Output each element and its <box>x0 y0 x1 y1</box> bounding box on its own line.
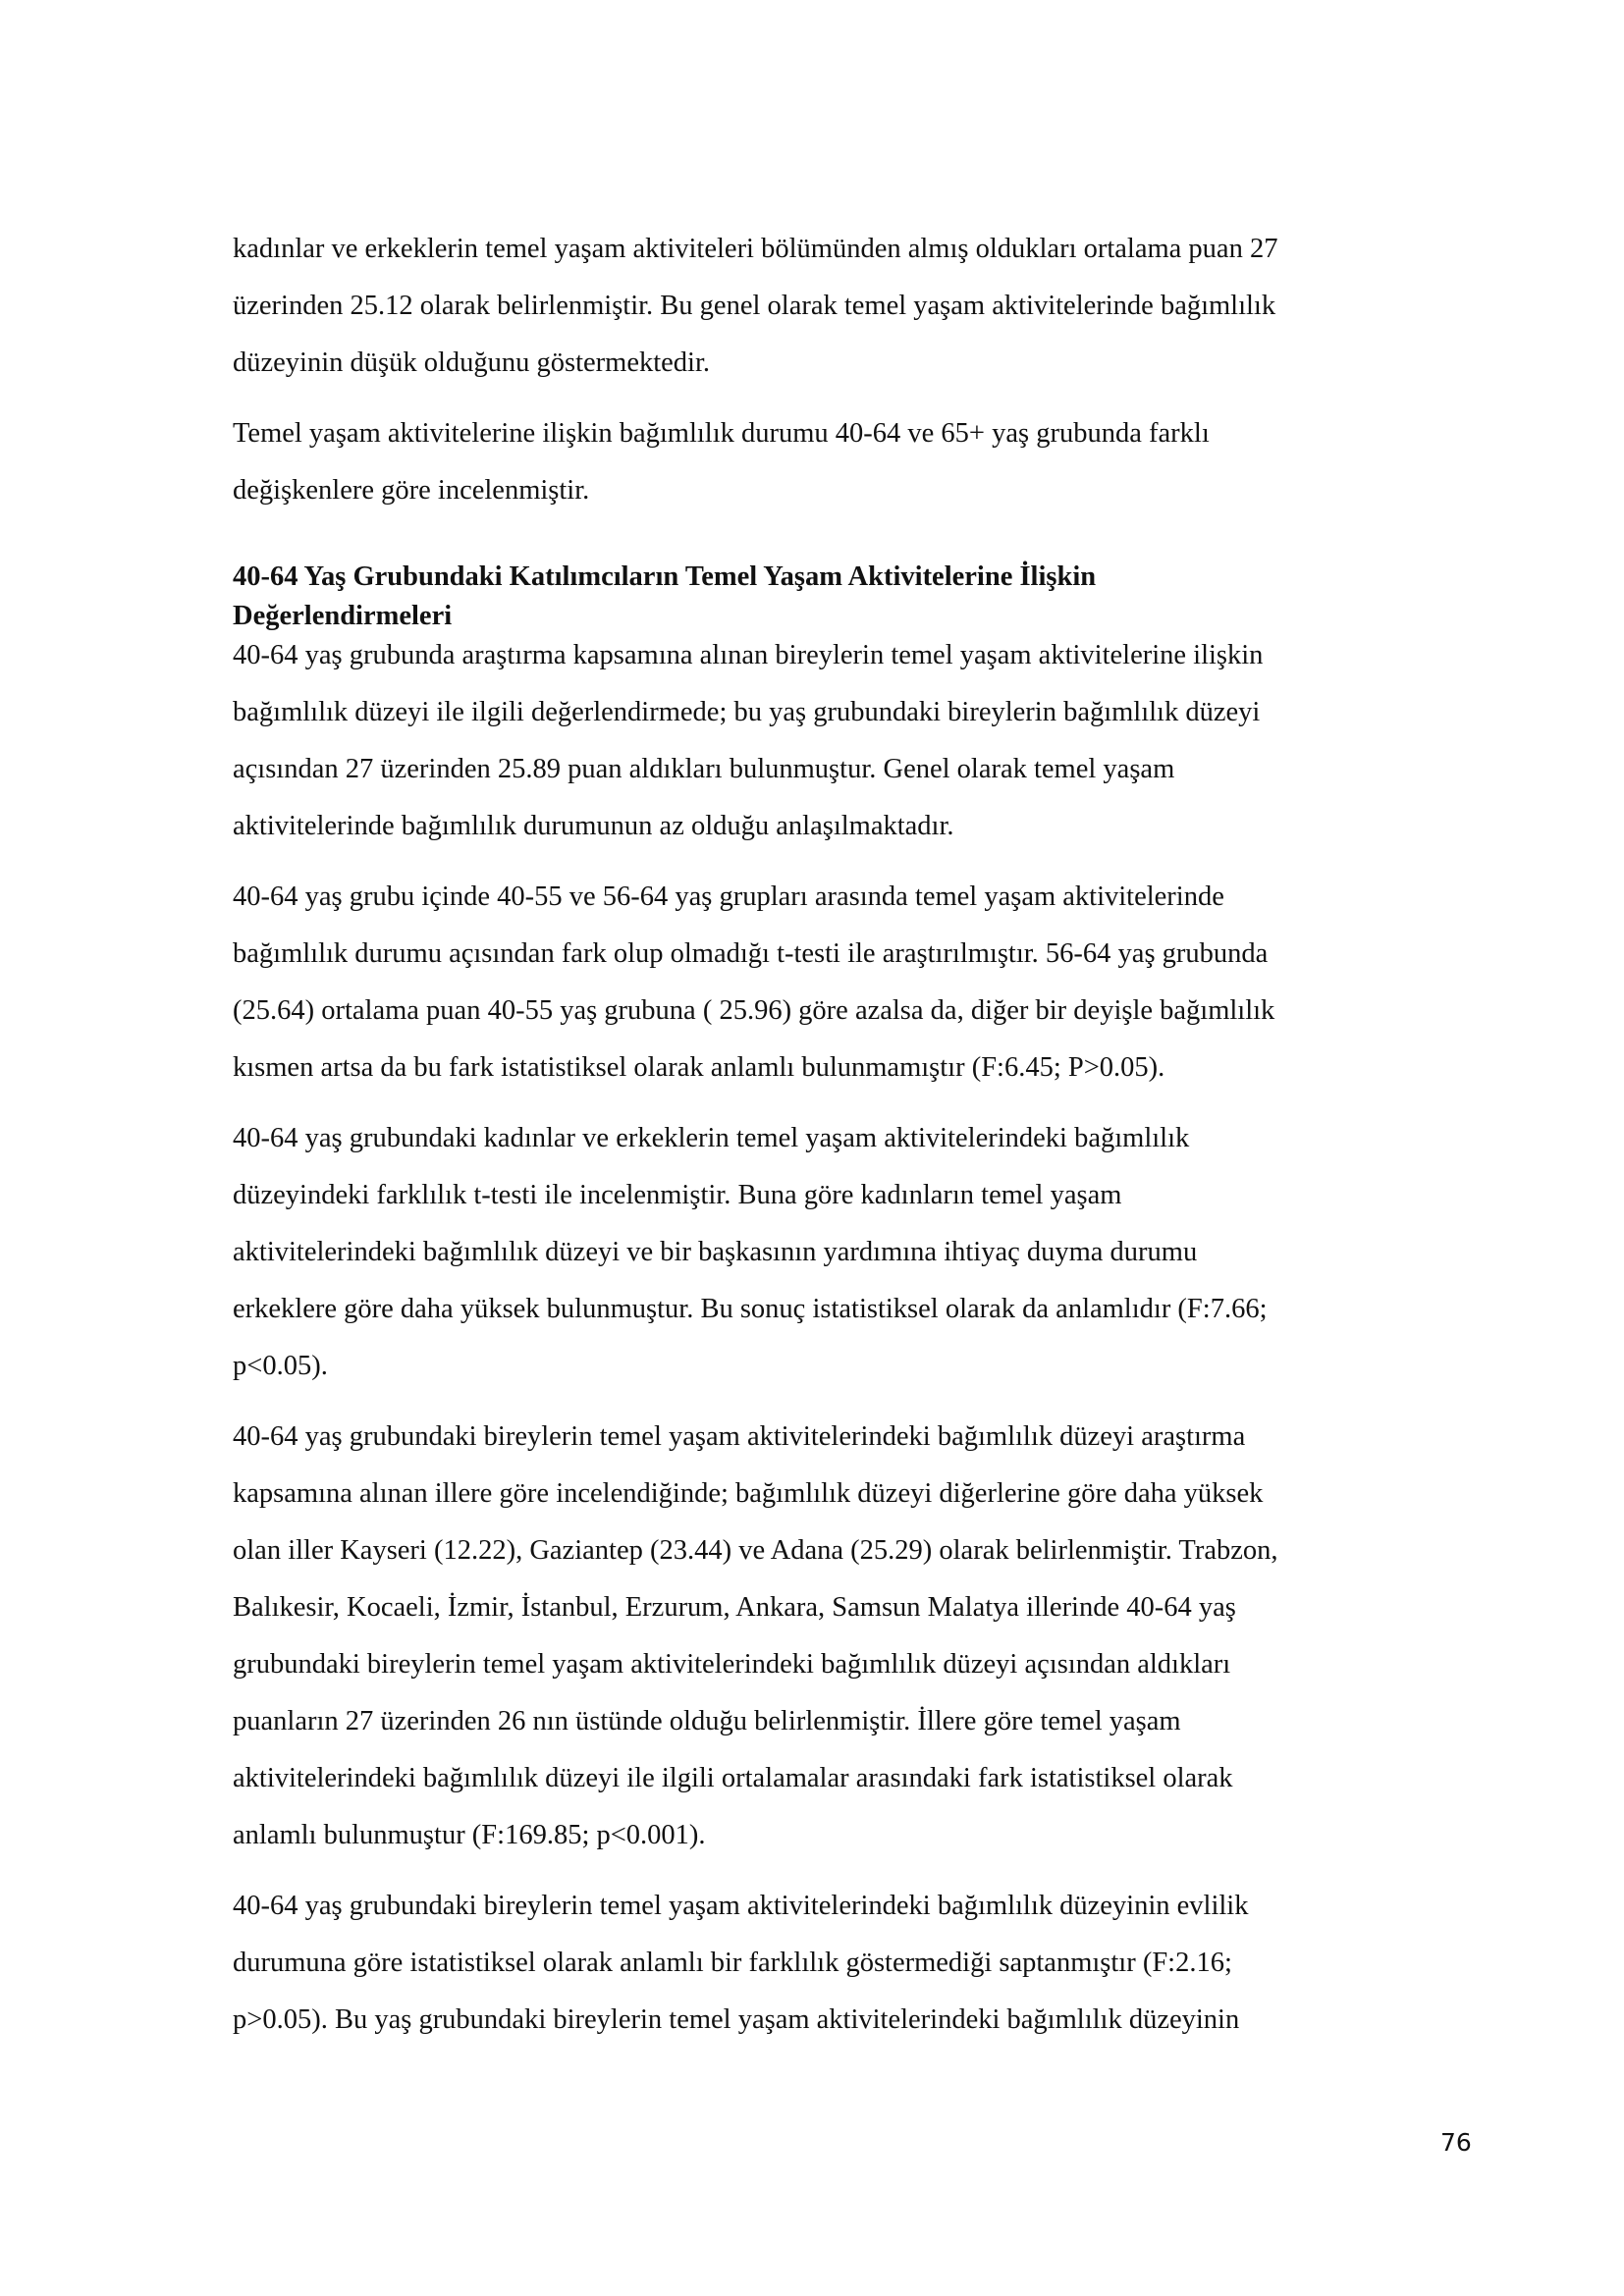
text-line: 40-64 yaş grubundaki bireylerin temel yaşam aktivitelerindeki bağımlılık düzeyinin evlilik <box>233 1891 1249 1921</box>
text-line: puanların 27 üzerinden 26 nın üstünde olduğu belirlenmiştir. İllere göre temel yaşam <box>233 1706 1181 1736</box>
text-line: üzerinden 25.12 olarak belirlenmiştir. Bu genel olarak temel yaşam aktivitelerinde bağımlılık <box>233 291 1276 321</box>
text-line: 40-64 yaş grubundaki kadınlar ve erkeklerin temel yaşam aktivitelerindeki bağımlılık <box>233 1123 1190 1153</box>
text-line: bağımlılık düzeyi ile ilgili değerlendirmede; bu yaş grubundaki bireylerin bağımlılık düzeyi <box>233 697 1261 727</box>
text-line: değişkenlere göre incelenmiştir. <box>233 475 590 506</box>
text-line: olan iller Kayseri (12.22), Gaziantep (23.44) ve Adana (25.29) olarak belirlenmiştir. Trabzon, <box>233 1535 1278 1566</box>
text-line: kadınlar ve erkeklerin temel yaşam aktiviteleri bölümünden almış oldukları ortalama puan 27 <box>233 234 1278 264</box>
text-line: düzeyinin düşük olduğunu göstermektedir. <box>233 347 711 378</box>
section-heading-line: 40-64 Yaş Grubundaki Katılımcıların Temel Yaşam Aktivitelerine İlişkin <box>233 561 1097 592</box>
text-line: anlamlı bulunmuştur (F:169.85; p<0.001). <box>233 1820 706 1850</box>
text-line: Temel yaşam aktivitelerine ilişkin bağımlılık durumu 40-64 ve 65+ yaş grubunda farklı <box>233 418 1210 449</box>
section-heading-line: Değerlendirmeleri <box>233 601 453 631</box>
page-number: 76 <box>1440 2128 1472 2157</box>
text-line: kapsamına alınan illere göre incelendiğinde; bağımlılık düzeyi diğerlerine göre daha yüksek <box>233 1478 1264 1509</box>
text-line: kısmen artsa da bu fark istatistiksel olarak anlamlı bulunmamıştır (F:6.45; P>0.05). <box>233 1052 1165 1083</box>
text-line: aktivitelerindeki bağımlılık düzeyi ile ilgili ortalamalar arasındaki fark istatistiksel olarak <box>233 1763 1233 1793</box>
text-line: p<0.05). <box>233 1351 328 1381</box>
text-line: durumuna göre istatistiksel olarak anlamlı bir farklılık göstermediği saptanmıştır (F:2.16; <box>233 1948 1232 1978</box>
text-line: erkeklere göre daha yüksek bulunmuştur. Bu sonuç istatistiksel olarak da anlamlıdır (F:7.66; <box>233 1294 1268 1324</box>
text-line: aktivitelerindeki bağımlılık düzeyi ve bir başkasının yardımına ihtiyaç duyma durumu <box>233 1237 1198 1267</box>
text-line: aktivitelerinde bağımlılık durumunun az olduğu anlaşılmaktadır. <box>233 811 954 841</box>
text-line: açısından 27 üzerinden 25.89 puan aldıkları bulunmuştur. Genel olarak temel yaşam <box>233 754 1175 784</box>
text-line: Balıkesir, Kocaeli, İzmir, İstanbul, Erzurum, Ankara, Samsun Malatya illerinde 40-64 yaş <box>233 1592 1236 1623</box>
text-line: bağımlılık durumu açısından fark olup olmadığı t-testi ile araştırılmıştır. 56-64 yaş grubunda <box>233 938 1269 969</box>
text-line: (25.64) ortalama puan 40-55 yaş grubuna ( 25.96) göre azalsa da, diğer bir deyişle bağımlılık <box>233 995 1275 1026</box>
text-line: p>0.05). Bu yaş grubundaki bireylerin temel yaşam aktivitelerindeki bağımlılık düzeyinin <box>233 2004 1240 2035</box>
text-line: düzeyindeki farklılık t-testi ile incelenmiştir. Buna göre kadınların temel yaşam <box>233 1180 1122 1210</box>
text-line: 40-64 yaş grubunda araştırma kapsamına alınan bireylerin temel yaşam aktivitelerine ilişkin <box>233 640 1264 670</box>
text-line: 40-64 yaş grubundaki bireylerin temel yaşam aktivitelerindeki bağımlılık düzeyi araştırma <box>233 1421 1246 1452</box>
text-line: grubundaki bireylerin temel yaşam aktivitelerindeki bağımlılık düzeyi açısından aldıkları <box>233 1649 1231 1680</box>
text-line: 40-64 yaş grubu içinde 40-55 ve 56-64 yaş grupları arasında temel yaşam aktivitelerinde <box>233 881 1224 912</box>
